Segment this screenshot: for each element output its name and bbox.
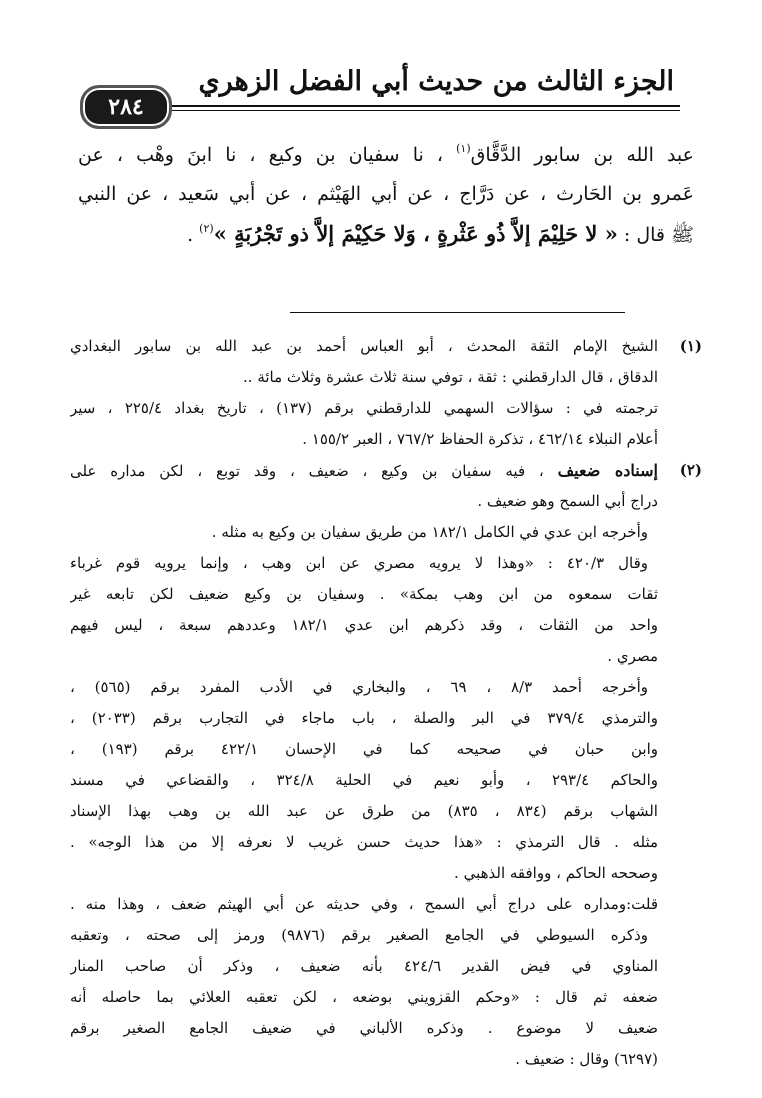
footnote-1: [70, 331, 702, 455]
header-rule-thin: [150, 110, 680, 111]
footnotes-section: [70, 331, 702, 1075]
page-number-badge: ٢٨٤: [80, 85, 172, 129]
hadith-line-1: [78, 136, 694, 175]
footnote-separator: [290, 312, 625, 313]
header-rule: [150, 105, 680, 107]
footnote-line: الدقاق ، قال الدارقطني : ثقة ، توفي سنة ثلاث عشرة وثلاث مائة ..: [243, 368, 658, 386]
footnote-line: [70, 455, 658, 486]
footnote-line: وأخرجه ابن عدي في الكامل ١٨٢/١ من طريق سفيان بن وكيع به مثله .: [211, 523, 648, 541]
header-title: الجزء الثالث من حديث أبي الفضل الزهري: [198, 66, 674, 97]
footnote-line: وأخرجه أحمد ٨/٣ ، ٦٩ ، والبخاري في الأدب المفرد برقم (٥٦٥) ،: [70, 678, 649, 696]
footnote-line: ثقات سمعوه من ابن وهب بمكة» . وسفيان بن وكيع ضعيف لكن تابعه غير: [70, 585, 658, 603]
footnote-line: وذكره السيوطي في الجامع الصغير برقم (٩٨٧٦) ورمز إلى صحته ، وتعقبه: [70, 926, 648, 944]
footnote-line: (٦٢٩٧) وقال : ضعيف .: [515, 1050, 658, 1068]
footnote-number: (١): [679, 337, 702, 355]
end-mark: .: [187, 224, 194, 246]
footnote-line: وقال ٤٢٠/٣ : «وهذا لا يرويه مصري عن ابن وهب ، وإنما يرويه قوم غرباء: [70, 554, 649, 572]
footnote-line: واحد من الثقات ، وقد ذكرهم ابن عدي ١٨٢/١ وعددهم سبعة ، ليس فيهم: [70, 616, 658, 634]
footnote-line: مثله . قال الترمذي : «هذا حديث حسن غريب لا نعرفه إلا من هذا الوجه» .: [70, 833, 658, 851]
footnote-line: مصري .: [607, 647, 658, 665]
footnote-line: ضعفه ثم قال : «وحكم القزويني بوضعه ، لكن تعقبه العلائي بما حاصله أنه: [70, 988, 658, 1006]
footnote-line: ضعيف لا موضوع . وذكره الألباني في ضعيف الجامع الصغير برقم: [70, 1019, 658, 1037]
grading-label: إسناده ضعيف: [557, 461, 658, 480]
footnote-line: والترمذي ٣٧٩/٤ في البر والصلة ، باب ماجاء في التجارب برقم (٢٠٣٣) ،: [70, 709, 658, 727]
footnote-line: ترجمته في : سؤالات السهمي للدارقطني برقم (١٣٧) ، تاريخ بغداد ٢٢٥/٤ ، سير: [70, 399, 658, 417]
running-header: [80, 62, 680, 120]
footnote-line: وصححه الحاكم ، ووافقه الذهبي .: [454, 864, 658, 882]
footnote-line: وابن حبان في صحيحه كما في الإحسان ٤٢٢/١ برقم (١٩٣) ،: [70, 740, 658, 758]
footnote-line: والحاكم ٢٩٣/٤ ، وأبو نعيم في الحلية ٣٢٤/٨ ، والقضاعي في مسند: [70, 771, 658, 789]
footnote-ref-1[interactable]: (١): [456, 142, 471, 155]
narrator-name: عبد الله بن سابور الدَّقَّاق: [470, 144, 695, 166]
footnote-line: دراج أبي السمح وهو ضعيف .: [477, 492, 658, 510]
hadith-line-3: [78, 214, 694, 253]
footnote-number: (٢): [679, 461, 702, 479]
footnote-line: أعلام النبلاء ٤٦٢/١٤ ، تذكرة الحفاظ ٧٦٧/٢ ، العبر ١٥٥/٢ .: [302, 430, 658, 448]
footnote-ref-2[interactable]: (٢): [199, 222, 214, 235]
chain-text: ، نا سفيان بن وكيع ، نا ابنَ وهْب ، عن: [78, 144, 444, 166]
footnote-line: قلت:ومداره على دراج أبي السمح ، وفي حديثه عن أبي الهيثم ضعف ، وهذا منه .: [70, 895, 658, 913]
footnote-line: الشيخ الإمام الثقة المحدث ، أبو العباس أحمد بن عبد الله بن سابور البغدادي: [70, 337, 658, 355]
footnote-line: الشهاب برقم (٨٣٤ ، ٨٣٥) من طرق عن عبد الله بن وهب بهذا الإسناد: [70, 802, 658, 820]
grading-text: ، فيه سفيان بن وكيع ، ضعيف ، وقد توبع ، لكن مداره على: [70, 462, 544, 480]
footnote-line: المناوي في فيض القدير ٤٢٤/٦ بأنه ضعيف ، وذكر أن صاحب المنار: [70, 957, 658, 975]
hadith-saying: « لا حَلِيْمَ إلاَّ ذُو عَثْرةٍ ، وَلا حَكِيْمَ إلاَّ ذو تَجْرُبَةٍ »: [213, 221, 618, 246]
hadith-text: [78, 136, 694, 253]
prophet-said: ﷺ قال :: [623, 224, 694, 246]
footnote-2: [70, 455, 702, 1075]
hadith-line-2: عَمرو بن الحَارث ، عن دَرَّاج ، عن أبي الهَيْثم ، عن أبي سَعيد ، عن النبي: [78, 183, 694, 205]
